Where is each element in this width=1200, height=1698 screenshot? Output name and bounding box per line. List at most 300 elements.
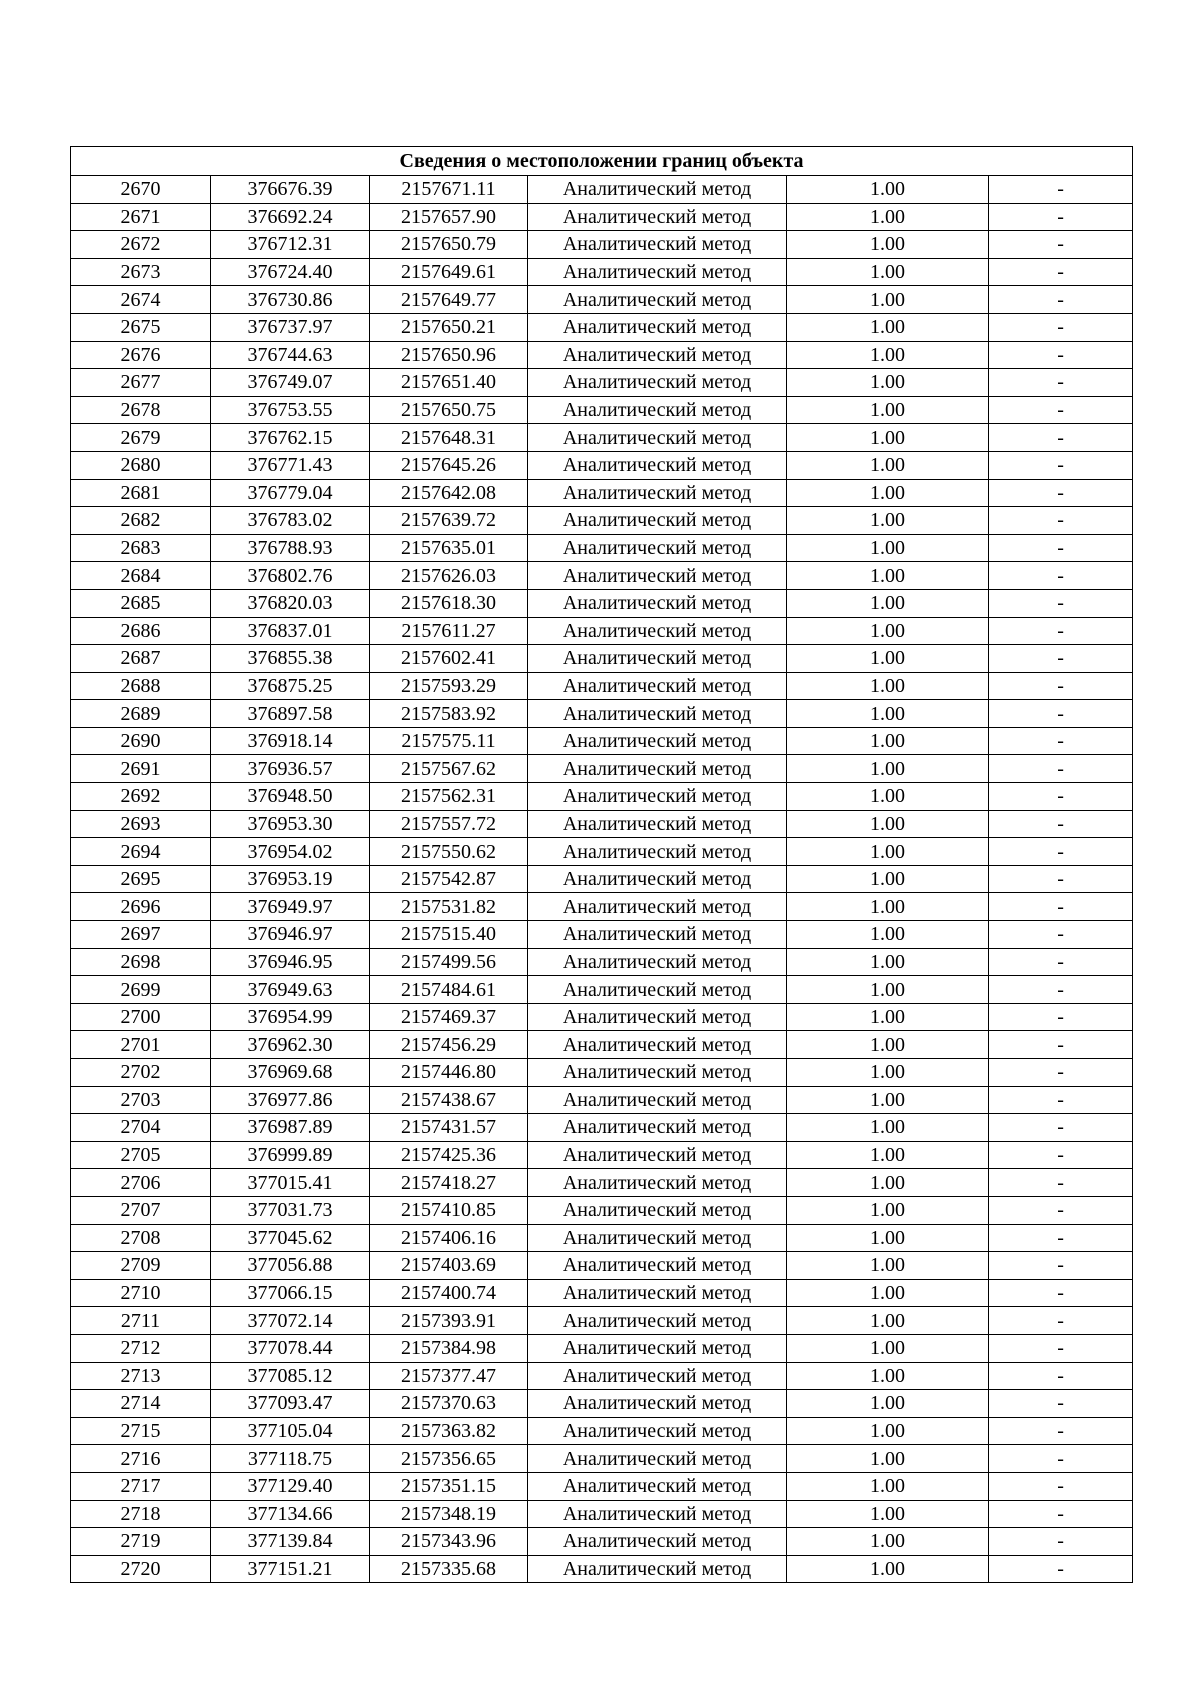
- description-cell: -: [989, 617, 1133, 645]
- description-cell: -: [989, 1169, 1133, 1197]
- table-row: [71, 396, 1133, 424]
- description-cell: -: [989, 1500, 1133, 1528]
- description-cell: -: [989, 1390, 1133, 1418]
- table-title-row: [71, 147, 1133, 176]
- point-number-cell: 2706: [71, 1169, 211, 1197]
- method-cell: Аналитический метод: [528, 1031, 787, 1059]
- description-cell: -: [989, 589, 1133, 617]
- y-coordinate-cell: 2157639.72: [370, 507, 528, 535]
- y-coordinate-cell: 2157642.08: [370, 479, 528, 507]
- point-number-cell: 2693: [71, 810, 211, 838]
- y-coordinate-cell: 2157650.96: [370, 341, 528, 369]
- point-number-cell: 2674: [71, 286, 211, 314]
- accuracy-cell: 1.00: [787, 258, 989, 286]
- method-cell: Аналитический метод: [528, 645, 787, 673]
- y-coordinate-cell: 2157377.47: [370, 1362, 528, 1390]
- accuracy-cell: 1.00: [787, 672, 989, 700]
- table-row: [71, 755, 1133, 783]
- table-row: [71, 727, 1133, 755]
- description-cell: -: [989, 948, 1133, 976]
- method-cell: Аналитический метод: [528, 1362, 787, 1390]
- description-cell: -: [989, 783, 1133, 811]
- y-coordinate-cell: 2157583.92: [370, 700, 528, 728]
- y-coordinate-cell: 2157406.16: [370, 1224, 528, 1252]
- x-coordinate-cell: 377151.21: [211, 1555, 370, 1583]
- method-cell: Аналитический метод: [528, 534, 787, 562]
- method-cell: Аналитический метод: [528, 562, 787, 590]
- description-cell: -: [989, 396, 1133, 424]
- y-coordinate-cell: 2157456.29: [370, 1031, 528, 1059]
- point-number-cell: 2718: [71, 1500, 211, 1528]
- y-coordinate-cell: 2157431.57: [370, 1114, 528, 1142]
- method-cell: Аналитический метод: [528, 1224, 787, 1252]
- table-row: [71, 1390, 1133, 1418]
- table-row: [71, 424, 1133, 452]
- point-number-cell: 2679: [71, 424, 211, 452]
- x-coordinate-cell: 376953.30: [211, 810, 370, 838]
- x-coordinate-cell: 376977.86: [211, 1086, 370, 1114]
- accuracy-cell: 1.00: [787, 231, 989, 259]
- point-number-cell: 2695: [71, 865, 211, 893]
- point-number-cell: 2717: [71, 1472, 211, 1500]
- description-cell: -: [989, 1031, 1133, 1059]
- accuracy-cell: 1.00: [787, 562, 989, 590]
- table-row: [71, 562, 1133, 590]
- x-coordinate-cell: 376730.86: [211, 286, 370, 314]
- y-coordinate-cell: 2157635.01: [370, 534, 528, 562]
- table-row: [71, 176, 1133, 204]
- description-cell: -: [989, 976, 1133, 1004]
- description-cell: -: [989, 507, 1133, 535]
- y-coordinate-cell: 2157343.96: [370, 1528, 528, 1556]
- table-row: [71, 1224, 1133, 1252]
- description-cell: -: [989, 286, 1133, 314]
- method-cell: Аналитический метод: [528, 424, 787, 452]
- description-cell: -: [989, 451, 1133, 479]
- point-number-cell: 2688: [71, 672, 211, 700]
- point-number-cell: 2691: [71, 755, 211, 783]
- y-coordinate-cell: 2157351.15: [370, 1472, 528, 1500]
- accuracy-cell: 1.00: [787, 1334, 989, 1362]
- point-number-cell: 2702: [71, 1059, 211, 1087]
- table-row: [71, 1252, 1133, 1280]
- x-coordinate-cell: 377078.44: [211, 1334, 370, 1362]
- point-number-cell: 2715: [71, 1417, 211, 1445]
- y-coordinate-cell: 2157363.82: [370, 1417, 528, 1445]
- x-coordinate-cell: 376788.93: [211, 534, 370, 562]
- x-coordinate-cell: 376779.04: [211, 479, 370, 507]
- accuracy-cell: 1.00: [787, 1417, 989, 1445]
- table-row: [71, 948, 1133, 976]
- point-number-cell: 2683: [71, 534, 211, 562]
- y-coordinate-cell: 2157400.74: [370, 1279, 528, 1307]
- x-coordinate-cell: 376724.40: [211, 258, 370, 286]
- method-cell: Аналитический метод: [528, 1334, 787, 1362]
- table-row: [71, 203, 1133, 231]
- table-row: [71, 1472, 1133, 1500]
- y-coordinate-cell: 2157671.11: [370, 176, 528, 204]
- x-coordinate-cell: 377085.12: [211, 1362, 370, 1390]
- description-cell: -: [989, 893, 1133, 921]
- y-coordinate-cell: 2157531.82: [370, 893, 528, 921]
- x-coordinate-cell: 377045.62: [211, 1224, 370, 1252]
- x-coordinate-cell: 376712.31: [211, 231, 370, 259]
- method-cell: Аналитический метод: [528, 921, 787, 949]
- table-row: [71, 369, 1133, 397]
- point-number-cell: 2703: [71, 1086, 211, 1114]
- y-coordinate-cell: 2157425.36: [370, 1141, 528, 1169]
- table-row: [71, 1279, 1133, 1307]
- x-coordinate-cell: 376946.95: [211, 948, 370, 976]
- point-number-cell: 2716: [71, 1445, 211, 1473]
- method-cell: Аналитический метод: [528, 1141, 787, 1169]
- point-number-cell: 2704: [71, 1114, 211, 1142]
- point-number-cell: 2684: [71, 562, 211, 590]
- point-number-cell: 2713: [71, 1362, 211, 1390]
- accuracy-cell: 1.00: [787, 396, 989, 424]
- y-coordinate-cell: 2157649.77: [370, 286, 528, 314]
- accuracy-cell: 1.00: [787, 1555, 989, 1583]
- method-cell: Аналитический метод: [528, 1472, 787, 1500]
- x-coordinate-cell: 376875.25: [211, 672, 370, 700]
- y-coordinate-cell: 2157650.79: [370, 231, 528, 259]
- accuracy-cell: 1.00: [787, 1059, 989, 1087]
- y-coordinate-cell: 2157651.40: [370, 369, 528, 397]
- table-row: [71, 1528, 1133, 1556]
- method-cell: Аналитический метод: [528, 727, 787, 755]
- y-coordinate-cell: 2157403.69: [370, 1252, 528, 1280]
- accuracy-cell: 1.00: [787, 1141, 989, 1169]
- description-cell: -: [989, 231, 1133, 259]
- y-coordinate-cell: 2157650.21: [370, 313, 528, 341]
- table-row: [71, 231, 1133, 259]
- method-cell: Аналитический метод: [528, 1445, 787, 1473]
- accuracy-cell: 1.00: [787, 948, 989, 976]
- accuracy-cell: 1.00: [787, 341, 989, 369]
- y-coordinate-cell: 2157410.85: [370, 1196, 528, 1224]
- x-coordinate-cell: 376946.97: [211, 921, 370, 949]
- x-coordinate-cell: 376948.50: [211, 783, 370, 811]
- x-coordinate-cell: 376855.38: [211, 645, 370, 673]
- x-coordinate-cell: 376837.01: [211, 617, 370, 645]
- x-coordinate-cell: 376918.14: [211, 727, 370, 755]
- table-row: [71, 534, 1133, 562]
- point-number-cell: 2709: [71, 1252, 211, 1280]
- y-coordinate-cell: 2157418.27: [370, 1169, 528, 1197]
- x-coordinate-cell: 377031.73: [211, 1196, 370, 1224]
- accuracy-cell: 1.00: [787, 1307, 989, 1335]
- x-coordinate-cell: 377015.41: [211, 1169, 370, 1197]
- x-coordinate-cell: 376676.39: [211, 176, 370, 204]
- table-row: [71, 700, 1133, 728]
- table-row: [71, 507, 1133, 535]
- x-coordinate-cell: 377066.15: [211, 1279, 370, 1307]
- method-cell: Аналитический метод: [528, 783, 787, 811]
- method-cell: Аналитический метод: [528, 507, 787, 535]
- x-coordinate-cell: 376999.89: [211, 1141, 370, 1169]
- y-coordinate-cell: 2157438.67: [370, 1086, 528, 1114]
- y-coordinate-cell: 2157648.31: [370, 424, 528, 452]
- accuracy-cell: 1.00: [787, 645, 989, 673]
- x-coordinate-cell: 377072.14: [211, 1307, 370, 1335]
- x-coordinate-cell: 377093.47: [211, 1390, 370, 1418]
- method-cell: Аналитический метод: [528, 1417, 787, 1445]
- point-number-cell: 2686: [71, 617, 211, 645]
- point-number-cell: 2673: [71, 258, 211, 286]
- method-cell: Аналитический метод: [528, 1279, 787, 1307]
- description-cell: -: [989, 424, 1133, 452]
- y-coordinate-cell: 2157575.11: [370, 727, 528, 755]
- point-number-cell: 2701: [71, 1031, 211, 1059]
- point-number-cell: 2700: [71, 1003, 211, 1031]
- point-number-cell: 2682: [71, 507, 211, 535]
- description-cell: -: [989, 341, 1133, 369]
- y-coordinate-cell: 2157618.30: [370, 589, 528, 617]
- point-number-cell: 2687: [71, 645, 211, 673]
- method-cell: Аналитический метод: [528, 1307, 787, 1335]
- method-cell: Аналитический метод: [528, 451, 787, 479]
- method-cell: Аналитический метод: [528, 976, 787, 1004]
- method-cell: Аналитический метод: [528, 838, 787, 866]
- description-cell: -: [989, 1224, 1133, 1252]
- accuracy-cell: 1.00: [787, 700, 989, 728]
- x-coordinate-cell: 376820.03: [211, 589, 370, 617]
- point-number-cell: 2696: [71, 893, 211, 921]
- description-cell: -: [989, 369, 1133, 397]
- table-row: [71, 783, 1133, 811]
- accuracy-cell: 1.00: [787, 534, 989, 562]
- y-coordinate-cell: 2157370.63: [370, 1390, 528, 1418]
- method-cell: Аналитический метод: [528, 1252, 787, 1280]
- table-row: [71, 479, 1133, 507]
- method-cell: Аналитический метод: [528, 1114, 787, 1142]
- description-cell: -: [989, 1252, 1133, 1280]
- table-row: [71, 1003, 1133, 1031]
- accuracy-cell: 1.00: [787, 176, 989, 204]
- x-coordinate-cell: 377129.40: [211, 1472, 370, 1500]
- point-number-cell: 2670: [71, 176, 211, 204]
- table-row: [71, 1334, 1133, 1362]
- table-row: [71, 838, 1133, 866]
- y-coordinate-cell: 2157657.90: [370, 203, 528, 231]
- description-cell: -: [989, 645, 1133, 673]
- y-coordinate-cell: 2157335.68: [370, 1555, 528, 1583]
- y-coordinate-cell: 2157515.40: [370, 921, 528, 949]
- y-coordinate-cell: 2157593.29: [370, 672, 528, 700]
- boundary-coordinates-table: [70, 146, 1133, 1583]
- description-cell: -: [989, 921, 1133, 949]
- description-cell: -: [989, 1196, 1133, 1224]
- method-cell: Аналитический метод: [528, 865, 787, 893]
- point-number-cell: 2676: [71, 341, 211, 369]
- method-cell: Аналитический метод: [528, 286, 787, 314]
- table-row: [71, 617, 1133, 645]
- accuracy-cell: 1.00: [787, 893, 989, 921]
- table-title: Сведения о местоположении границ объекта: [71, 147, 1133, 176]
- point-number-cell: 2698: [71, 948, 211, 976]
- description-cell: -: [989, 1141, 1133, 1169]
- description-cell: -: [989, 755, 1133, 783]
- table-row: [71, 258, 1133, 286]
- method-cell: Аналитический метод: [528, 396, 787, 424]
- accuracy-cell: 1.00: [787, 1279, 989, 1307]
- x-coordinate-cell: 376783.02: [211, 507, 370, 535]
- y-coordinate-cell: 2157499.56: [370, 948, 528, 976]
- point-number-cell: 2681: [71, 479, 211, 507]
- description-cell: -: [989, 1362, 1133, 1390]
- y-coordinate-cell: 2157550.62: [370, 838, 528, 866]
- y-coordinate-cell: 2157626.03: [370, 562, 528, 590]
- method-cell: Аналитический метод: [528, 672, 787, 700]
- x-coordinate-cell: 376771.43: [211, 451, 370, 479]
- point-number-cell: 2699: [71, 976, 211, 1004]
- y-coordinate-cell: 2157393.91: [370, 1307, 528, 1335]
- point-number-cell: 2694: [71, 838, 211, 866]
- accuracy-cell: 1.00: [787, 921, 989, 949]
- point-number-cell: 2678: [71, 396, 211, 424]
- method-cell: Аналитический метод: [528, 948, 787, 976]
- accuracy-cell: 1.00: [787, 810, 989, 838]
- table-row: [71, 672, 1133, 700]
- point-number-cell: 2708: [71, 1224, 211, 1252]
- accuracy-cell: 1.00: [787, 865, 989, 893]
- description-cell: -: [989, 203, 1133, 231]
- method-cell: Аналитический метод: [528, 369, 787, 397]
- y-coordinate-cell: 2157650.75: [370, 396, 528, 424]
- accuracy-cell: 1.00: [787, 369, 989, 397]
- y-coordinate-cell: 2157562.31: [370, 783, 528, 811]
- method-cell: Аналитический метод: [528, 176, 787, 204]
- description-cell: -: [989, 1445, 1133, 1473]
- y-coordinate-cell: 2157356.65: [370, 1445, 528, 1473]
- accuracy-cell: 1.00: [787, 1500, 989, 1528]
- table-row: [71, 645, 1133, 673]
- description-cell: -: [989, 1334, 1133, 1362]
- method-cell: Аналитический метод: [528, 313, 787, 341]
- table-row: [71, 589, 1133, 617]
- table-row: [71, 451, 1133, 479]
- description-cell: -: [989, 1555, 1133, 1583]
- description-cell: -: [989, 1086, 1133, 1114]
- accuracy-cell: 1.00: [787, 617, 989, 645]
- method-cell: Аналитический метод: [528, 810, 787, 838]
- description-cell: -: [989, 1307, 1133, 1335]
- x-coordinate-cell: 377105.04: [211, 1417, 370, 1445]
- x-coordinate-cell: 376987.89: [211, 1114, 370, 1142]
- description-cell: -: [989, 562, 1133, 590]
- method-cell: Аналитический метод: [528, 893, 787, 921]
- point-number-cell: 2714: [71, 1390, 211, 1418]
- method-cell: Аналитический метод: [528, 1390, 787, 1418]
- description-cell: -: [989, 479, 1133, 507]
- description-cell: -: [989, 865, 1133, 893]
- table-row: [71, 1555, 1133, 1583]
- accuracy-cell: 1.00: [787, 286, 989, 314]
- accuracy-cell: 1.00: [787, 451, 989, 479]
- x-coordinate-cell: 377056.88: [211, 1252, 370, 1280]
- x-coordinate-cell: 376969.68: [211, 1059, 370, 1087]
- point-number-cell: 2672: [71, 231, 211, 259]
- x-coordinate-cell: 377134.66: [211, 1500, 370, 1528]
- method-cell: Аналитический метод: [528, 1003, 787, 1031]
- x-coordinate-cell: 376753.55: [211, 396, 370, 424]
- method-cell: Аналитический метод: [528, 231, 787, 259]
- accuracy-cell: 1.00: [787, 1445, 989, 1473]
- accuracy-cell: 1.00: [787, 1196, 989, 1224]
- x-coordinate-cell: 376802.76: [211, 562, 370, 590]
- method-cell: Аналитический метод: [528, 1555, 787, 1583]
- accuracy-cell: 1.00: [787, 783, 989, 811]
- point-number-cell: 2690: [71, 727, 211, 755]
- table-row: [71, 1417, 1133, 1445]
- description-cell: -: [989, 700, 1133, 728]
- x-coordinate-cell: 376953.19: [211, 865, 370, 893]
- method-cell: Аналитический метод: [528, 1086, 787, 1114]
- description-cell: -: [989, 1472, 1133, 1500]
- y-coordinate-cell: 2157469.37: [370, 1003, 528, 1031]
- point-number-cell: 2707: [71, 1196, 211, 1224]
- description-cell: -: [989, 1114, 1133, 1142]
- x-coordinate-cell: 377139.84: [211, 1528, 370, 1556]
- x-coordinate-cell: 377118.75: [211, 1445, 370, 1473]
- accuracy-cell: 1.00: [787, 1114, 989, 1142]
- table-row: [71, 1086, 1133, 1114]
- table-row: [71, 810, 1133, 838]
- method-cell: Аналитический метод: [528, 1196, 787, 1224]
- method-cell: Аналитический метод: [528, 341, 787, 369]
- y-coordinate-cell: 2157542.87: [370, 865, 528, 893]
- y-coordinate-cell: 2157484.61: [370, 976, 528, 1004]
- table-row: [71, 1445, 1133, 1473]
- accuracy-cell: 1.00: [787, 589, 989, 617]
- table-row: [71, 921, 1133, 949]
- description-cell: -: [989, 672, 1133, 700]
- method-cell: Аналитический метод: [528, 203, 787, 231]
- x-coordinate-cell: 376962.30: [211, 1031, 370, 1059]
- accuracy-cell: 1.00: [787, 1031, 989, 1059]
- description-cell: -: [989, 727, 1133, 755]
- description-cell: -: [989, 1279, 1133, 1307]
- method-cell: Аналитический метод: [528, 1059, 787, 1087]
- table-row: [71, 1307, 1133, 1335]
- table-row: [71, 1141, 1133, 1169]
- y-coordinate-cell: 2157645.26: [370, 451, 528, 479]
- method-cell: Аналитический метод: [528, 1528, 787, 1556]
- table-row: [71, 1114, 1133, 1142]
- x-coordinate-cell: 376737.97: [211, 313, 370, 341]
- point-number-cell: 2719: [71, 1528, 211, 1556]
- table-row: [71, 1196, 1133, 1224]
- y-coordinate-cell: 2157384.98: [370, 1334, 528, 1362]
- accuracy-cell: 1.00: [787, 479, 989, 507]
- accuracy-cell: 1.00: [787, 1528, 989, 1556]
- accuracy-cell: 1.00: [787, 1169, 989, 1197]
- description-cell: -: [989, 176, 1133, 204]
- x-coordinate-cell: 376897.58: [211, 700, 370, 728]
- description-cell: -: [989, 1003, 1133, 1031]
- method-cell: Аналитический метод: [528, 258, 787, 286]
- table-row: [71, 1169, 1133, 1197]
- accuracy-cell: 1.00: [787, 1472, 989, 1500]
- point-number-cell: 2710: [71, 1279, 211, 1307]
- x-coordinate-cell: 376744.63: [211, 341, 370, 369]
- y-coordinate-cell: 2157446.80: [370, 1059, 528, 1087]
- method-cell: Аналитический метод: [528, 1169, 787, 1197]
- point-number-cell: 2705: [71, 1141, 211, 1169]
- method-cell: Аналитический метод: [528, 755, 787, 783]
- point-number-cell: 2711: [71, 1307, 211, 1335]
- point-number-cell: 2680: [71, 451, 211, 479]
